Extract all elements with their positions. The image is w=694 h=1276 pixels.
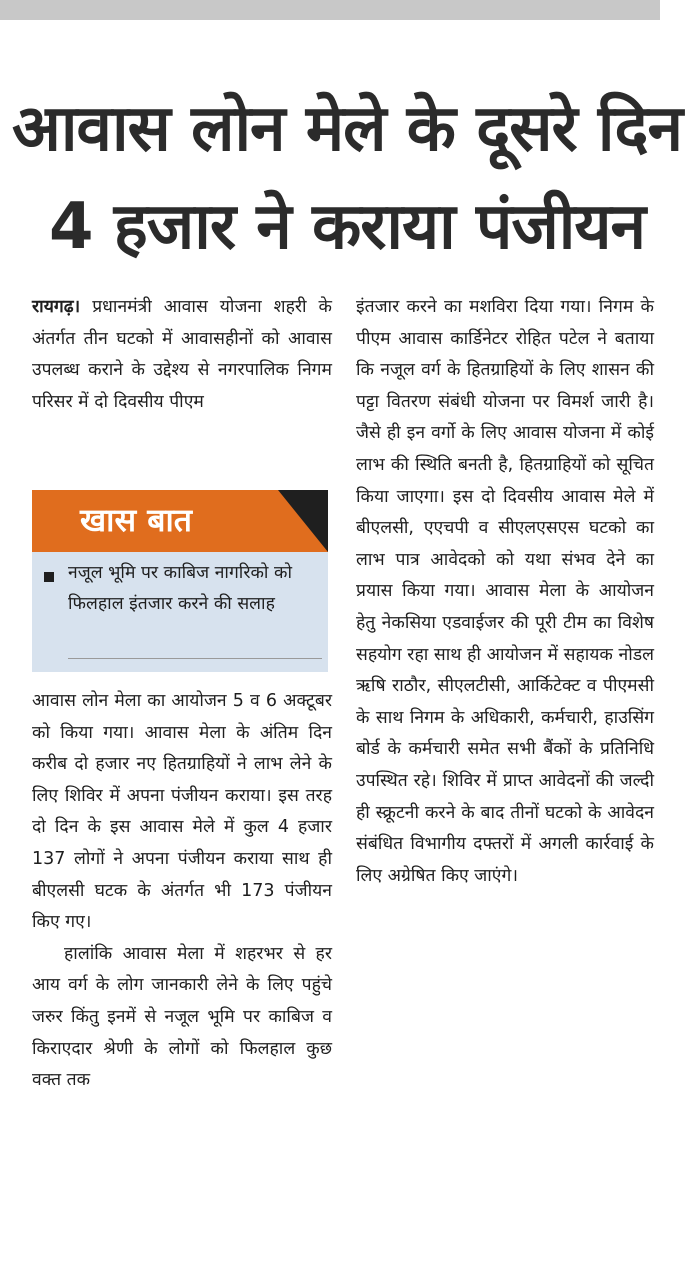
highlight-box-header	[32, 490, 328, 552]
square-bullet-icon	[44, 572, 54, 582]
headline-line-1: आवास लोन मेले के दूसरे दिन	[11, 92, 683, 166]
dateline: रायगढ़।	[32, 297, 81, 317]
highlight-box-body	[32, 552, 328, 672]
left-column-upper	[32, 292, 332, 418]
headline	[0, 80, 694, 276]
article-paragraph-3: इंतजार करने का मशविरा दिया गया। निगम के पीएम आवास कार्डिनेटर रोहित पटेल ने बताया कि नजूल वर्ग के हितग्राहियों के लिए शासन की पट्टा वितरण संबंधी योजना पर विमर्श जारी है। जैसे ही इन वर्गो के लिए आवास योजना में कोई लाभ की स्थिति बनती है, हितग्राहियों को सूचित किया जाएगा। इस दो दिवसीय आवास मेले में बीएलसी, एएचपी व सीएलएसएस घटको का लाभ पात्र आवेदको को यथा संभव देने का प्रयास किया गया। आवास मेला के आयोजन हेतु नेकसिया एडवाईजर की पूरी टीम का विशेष सहयोग रहा साथ ही आयोजन में सहायक नोडल ऋषि राठौर, सीएलटीसी, आर्किटेक्ट व पीएमसी के साथ निगम के अधिकारी, कर्मचारी, हाउसिंग बोर्ड के कर्मचारी समेत सभी बैंकों के प्रतिनिधि उपस्थित रहे। शिविर में प्राप्त आवेदनों की जल्दी ही स्क्रूटनी करने के बाद तीनों घटको के आवेदन संबंधित विभागीय दफ्तरों में अगली कार्रवाई के लिए अग्रेषित किए जाएंगे।	[356, 297, 654, 886]
highlight-box-title: खास बात	[80, 501, 193, 539]
left-column-lower	[32, 686, 332, 1097]
article-paragraph-2: हालांकि आवास मेला में शहरभर से हर आय वर्ग के लोग जानकारी लेने के लिए पहुंचे जरुर किंतु इनमें से नजूल भूमि पर काबिज व किराएदार श्रेणी के लोगों को फिलहाल कुछ वक्त तक	[32, 943, 332, 1091]
article-opening-text: प्रधानमंत्री आवास योजना शहरी के अंतर्गत तीन घटको में आवासहीनों को आवास उपलब्ध कराने के उद्देश्य से नगरपालिक निगम परिसर में दो दिवसीय पीएम	[32, 297, 332, 412]
highlight-box-rule	[68, 658, 322, 659]
article-paragraph-1: आवास लोन मेला का आयोजन 5 व 6 अक्टूबर को किया गया। आवास मेला के अंतिम दिन करीब दो हजार नए हितग्राहियों ने लाभ लेने के लिए शिविर में अपना पंजीयन कराया। इस तरह दो दिन के इस आवास मेले में कुल 4 हजार 137 लोगों ने अपना पंजीयन कराया साथ ही बीएलसी घटक के अंतर्गत भी 173 पंजीयन किए गए।	[32, 691, 332, 933]
right-column	[356, 292, 654, 892]
headline-line-2: 4 हजार ने कराया पंजीयन	[48, 190, 646, 264]
highlight-box	[32, 490, 328, 680]
highlight-box-corner-triangle	[278, 490, 328, 552]
article-opening	[32, 292, 332, 418]
highlight-box-item: नजूल भूमि पर काबिज नागरिको को फिलहाल इंतजार करने की सलाह	[68, 563, 292, 614]
top-gray-bar	[0, 0, 660, 20]
